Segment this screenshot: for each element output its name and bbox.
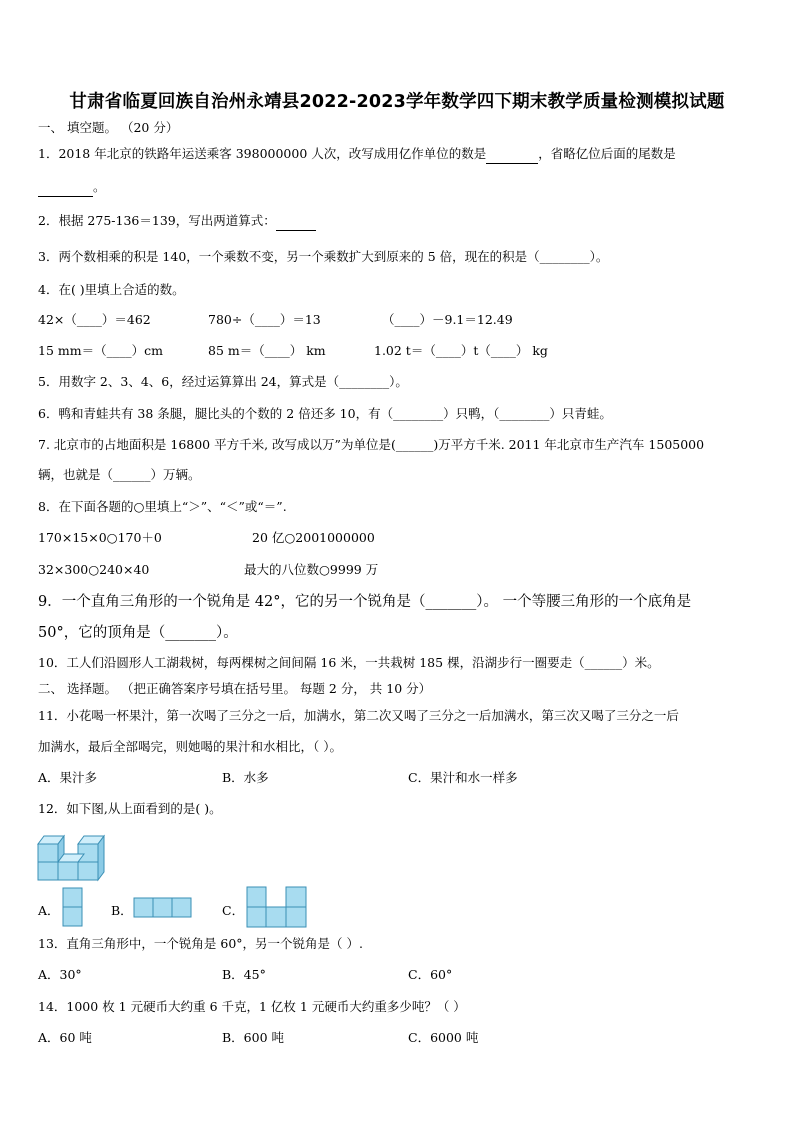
question-7-line-1: 7. 北京市的占地面积是 16800 平方千米, 改写成以万”为单位是(______)万平方千米. 2011 年北京市生产汽车 1505000 (38, 437, 705, 452)
q4-item-6: 1.02 t＝（____）t（____） kg (374, 343, 548, 358)
q1-blank-2[interactable] (38, 178, 93, 197)
q8-item-4: 最大的八位数○9999 万 (244, 562, 379, 577)
q13-option-b[interactable]: B．45° (222, 967, 266, 982)
question-10: 10．工人们沿圆形人工湖栽树，每两棵树之间间隔 16 米，一共栽树 185 棵，沿湖步行一圈要走（______）米。 (38, 655, 660, 670)
question-11-line-2: 加满水，最后全部喝完，则她喝的果汁和水相比，（ ）。 (38, 739, 342, 754)
q4-item-1: 42×（____）＝462 (38, 312, 151, 327)
q14-option-b[interactable]: B．600 吨 (222, 1030, 285, 1045)
q14-option-a[interactable]: A．60 吨 (38, 1030, 92, 1045)
q11-option-c[interactable]: C．果汁和水一样多 (408, 770, 518, 785)
question-14: 14．1000 枚 1 元硬币大约重 6 千克，1 亿枚 1 元硬币大约重多少吨？（ ） (38, 999, 466, 1014)
question-7-line-2: 辆，也就是（______）万辆。 (38, 467, 201, 482)
q1-text-c: 。 (93, 179, 106, 194)
q11-option-b[interactable]: B．水多 (222, 770, 269, 785)
q13-option-c[interactable]: C．60° (408, 967, 453, 982)
question-1-line-1 (38, 145, 676, 164)
question-3: 3．两个数相乘的积是 140，一个乘数不变，另一个乘数扩大到原来的 5 倍，现在的积是（________）。 (38, 249, 609, 264)
question-4: 4．在( )里填上合适的数。 (38, 282, 185, 297)
q1-text-b: ，省略亿位后面的尾数是 (538, 146, 676, 161)
q1-text-a: 1．2018 年北京的铁路年运送乘客 398000000 人次，改写成用亿作单位的数是 (38, 146, 487, 161)
question-11-line-1: 11．小花喝一杯果汁，第一次喝了三分之一后，加满水，第二次又喝了三分之一后加满水，第三次又喝了三分之一后 (38, 708, 679, 723)
q12-option-b[interactable]: B． (111, 903, 133, 918)
q12-option-c[interactable]: C． (222, 903, 245, 918)
q11-option-a[interactable]: A．果汁多 (38, 770, 98, 785)
q4-item-2: 780÷（____）＝13 (208, 312, 321, 327)
section-multiple-choice: 二、 选择题。 （把正确答案序号填在括号里。 每题 2 分， 共 10 分） (38, 681, 432, 696)
q8-item-3: 32×300○240×40 (38, 562, 150, 577)
q4-item-4: 15 mm＝（____）cm (38, 343, 163, 358)
q4-item-3: （____）－9.1＝12.49 (382, 312, 513, 327)
question-8: 8．在下面各题的○里填上“＞”、“＜”或“＝”. (38, 499, 287, 514)
question-13: 13．直角三角形中，一个锐角是 60°，另一个锐角是（ ）. (38, 936, 363, 951)
section-fill-blank: 一、 填空题。 （20 分） (38, 120, 179, 135)
q2-text: 2．根据 275-136＝139，写出两道算式： (38, 213, 276, 228)
q8-item-2: 20 亿○2001000000 (252, 530, 375, 545)
q12-option-c-figure (246, 886, 308, 929)
q14-option-c[interactable]: C．6000 吨 (408, 1030, 479, 1045)
q12-option-a[interactable]: A． (38, 903, 60, 918)
cube-stack-figure (36, 828, 108, 882)
question-12: 12．如下图,从上面看到的是( )。 (38, 801, 222, 816)
q12-option-a-figure (62, 887, 84, 929)
question-2 (38, 212, 316, 231)
question-9-line-2: 50°，它的顶角是（_______）。 (38, 625, 238, 641)
q4-item-5: 85 m＝（____） km (208, 343, 326, 358)
question-6: 6．鸭和青蛙共有 38 条腿，腿比头的个数的 2 倍还多 10，有（________）只鸭，（________）只青蛙。 (38, 406, 612, 421)
q12-option-b-figure (133, 897, 195, 919)
q8-item-1: 170×15×0○170＋0 (38, 530, 162, 545)
q2-blank[interactable] (276, 212, 316, 231)
page-title: 甘肃省临夏回族自治州永靖县2022-2023学年数学四下期末教学质量检测模拟试题 (69, 92, 725, 112)
q1-blank-1[interactable] (486, 145, 538, 164)
question-1-line-2 (38, 178, 106, 197)
question-9-line-1: 9．一个直角三角形的一个锐角是 42°，它的另一个锐角是（_______）。 一个等腰三角形的一个底角是 (38, 594, 692, 610)
question-5: 5．用数字 2、3、4、6，经过运算算出 24，算式是（________）。 (38, 374, 408, 389)
q13-option-a[interactable]: A．30° (38, 967, 82, 982)
